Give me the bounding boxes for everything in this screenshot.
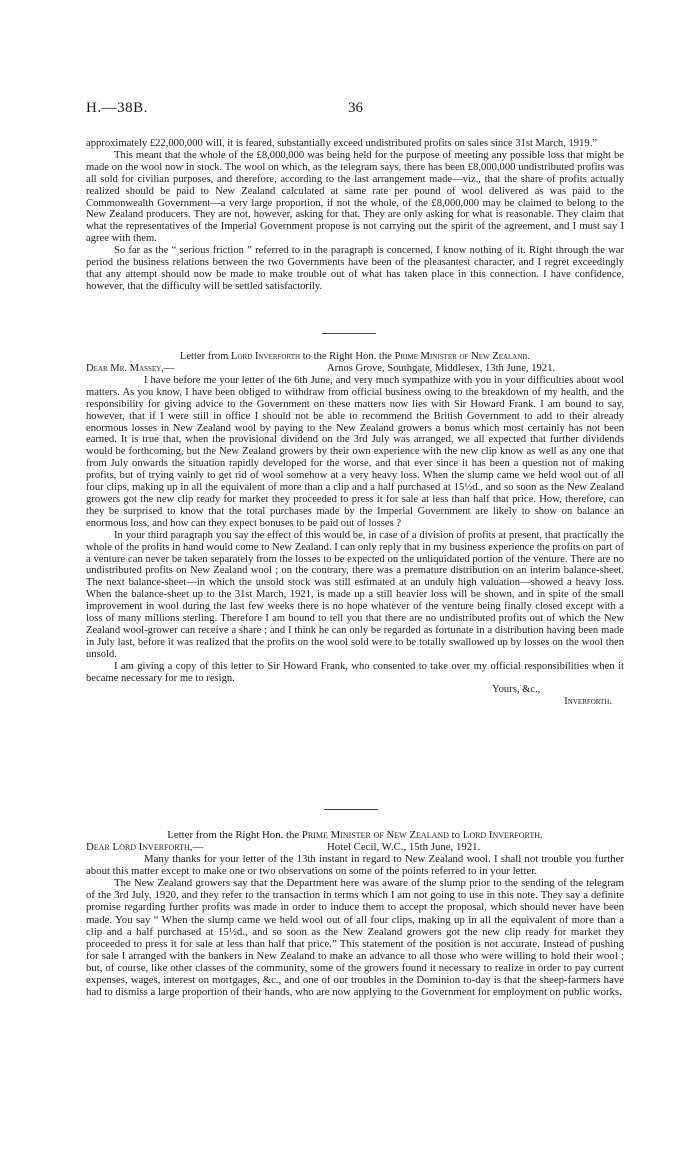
continued-section [86,138,624,293]
salutation-row [86,841,624,853]
section-divider [324,809,378,810]
paragraph: This meant that the whole of the £8,000,000 was being held for the purpose of meeting any possible loss that might be made on the wool now in stock. The wool on which, as the telegram says, there has been £8,000,000 undistributed profits was all sold for civilian purposes, and therefore, according to the last arrangement made—viz., that the share of profits actually realized should be paid to New Zealand calculated at same rate per pound of wool delivered as was paid to the Commonwealth Government—a very large proportion, if not the whole, of the £8,000,000 may be claimed to belong to the New Zealand producers. They are not, however, asking for that. They are only asking for what is reasonable. They claim that what the representatives of the Imperial Government propose is not carrying out the spirit of the agreement, and I must say I agree with them. [86,149,624,245]
letter-title-text: Letter from the Right Hon. the [167,829,302,841]
letter-title-sender: Prime Minister of New Zealand [301,829,449,841]
section-divider [322,333,376,334]
letter-title-sender: Lord Inverforth [231,351,301,362]
letter-inverforth [86,351,624,708]
letter-title-text: to the Right Hon. the [300,351,395,362]
paragraph: In your third paragraph you say the effect of this would be, in case of a division of profits at present, that practically the whole of the profits in hand would come to New Zealand. I can only reply that in my business experience the profits on part of a venture can never be taken separately from the losses to be expected on the unliquidated portion of the venture. There are no undistributed profits on New Zealand wool ; on the contrary, there was a premature distribution on an interim balance-sheet. The next balance-sheet—in which the unsold stock was still estimated at an unduly high valuation—showed a heavy loss. When the balance-sheet up to the 31st March, 1921, is made up a still heavier loss will be shown, and in spite of the small improvement in wool during the last few weeks there is no hope whatever of the venture being finally closed except with a loss of many millions sterling. Therefore I am bound to tell you that there are no undistributed profits out of which the New Zealand wool-grower can receive a share ; and I think he can only be regarded as fortunate in a distribution having been made in July last, before it was realized that the profits on the wool sold were to be totally swallowed up by losses on the wool then unsold. [86,529,624,660]
letter-title [86,351,624,363]
paragraph: So far as the “ serious friction ” referred to in the paragraph is concerned, I know nothing of it. Right through the war period the business relations between the two Governments have been of the pleasantest character, and I regret exceedingly that any attempt should now be made to make trouble out of what has taken place in this connection. I have confidence, however, that the difficulty will be settled satisfactorily. [86,245,624,292]
closing-row [86,684,624,696]
salutation-row [86,363,624,375]
page-header [86,100,624,124]
letter-title-recipient: Lord Inverforth. [462,829,543,841]
letter-title-text: to [448,829,463,841]
document-reference: H.—38B. [86,100,148,116]
paragraph: I have before me your letter of the 6th June, and very much sympathize with you in your difficulties about wool matters. As you know, I have been obliged to withdraw from official business owing to the breakdown of my health, and the responsibility for giving advice to the Government on these matters now lies with Sir Howard Frank. I am bound to say, however, that if I were still in office I should not be able to recommend the British Government to add to their already enormous losses in New Zealand wool by paying to the New Zealand growers a bonus which most certainly has not been earned. It is true that, when the provisional dividend on the 3rd July was arranged, we all expected that further dividends would be forthcoming, but the New Zealand growers by their own experience with the new clip know as well as any one that from July onwards the situation rapidly developed for the worse, and that ever since it has been a question not of making profits, but of trying vainly to get rid of wool somehow at a very heavy loss. When the slump came we held wool out of all four clips, making up in all the equivalent of more than a clip and a half purchased at 15½d., and so soon as the New Zealand growers got the new clip ready for market they proceeded to press it for sale at less than half that price. How, therefore, can they be surprised to know that the total purchases made by the Imperial Government are likely to show on balance an enormous loss, and how can they expect bonuses to be paid out of losses ? [86,374,624,529]
letter-address: Hotel Cecil, W.C., 15th June, 1921. [327,841,481,854]
letter-closing: Yours, &c., [492,684,541,696]
letter-title-text: Letter from [179,351,232,362]
paragraph: I am giving a copy of this letter to Sir Howard Frank, who consented to take over my official responsibilities when it became necessary for me to resign. [86,660,624,684]
paragraph: Many thanks for your letter of the 13th instant in regard to New Zealand wool. I shall not trouble you further about this matter except to make one or two observations on some of the points referred to in your letter. [86,853,624,878]
letter-title-recipient: Prime Minister of New Zealand. [394,351,531,362]
letter-title [86,829,624,841]
salutation: Dear Mr. Massey,— [86,362,175,374]
paragraph: approximately £22,000,000 will, it is feared, substantially exceed undistributed profits on sales since 31st March, 1919.” [86,138,598,149]
signature: Inverforth. [564,696,612,708]
paragraph: The New Zealand growers say that the Department here was aware of the slump prior to the sending of the telegram of the 3rd July, 1920, and they refer to the transaction in terms which I am not going to use in this note. They say a definite promise regarding further profits was made in order to induce them to accept the proposal, which should never have been made. You say “ When the slump came we held wool out of all four clips, making up in all the equivalent of more than a clip and a half purchased at 15½d., and so soon as the New Zealand growers got the new clip ready for market they proceeded to press it for sale at less than half that price.” This statement of the position is not accurate. Instead of pushing for sale I arranged with the bankers in New Zealand to make an advance to all those who were willing to hold their wool ; but, of course, like other classes of the community, some of the growers found it necessary to realize in order to pay current expenses, wages, interest on mortgages, &c., and one of our troubles in the Dominion to-day is that the sheep-farmers have had to dismiss a large proportion of their hands, who are now applying to the Government for employment on public works. [86,877,624,999]
letter-address: Arnos Grove, Southgate, Middlesex, 13th June, 1921. [327,362,556,374]
page-number: 36 [348,100,363,116]
salutation: Dear Lord Inverforth,— [86,841,204,854]
letter-prime-minister [86,829,624,998]
